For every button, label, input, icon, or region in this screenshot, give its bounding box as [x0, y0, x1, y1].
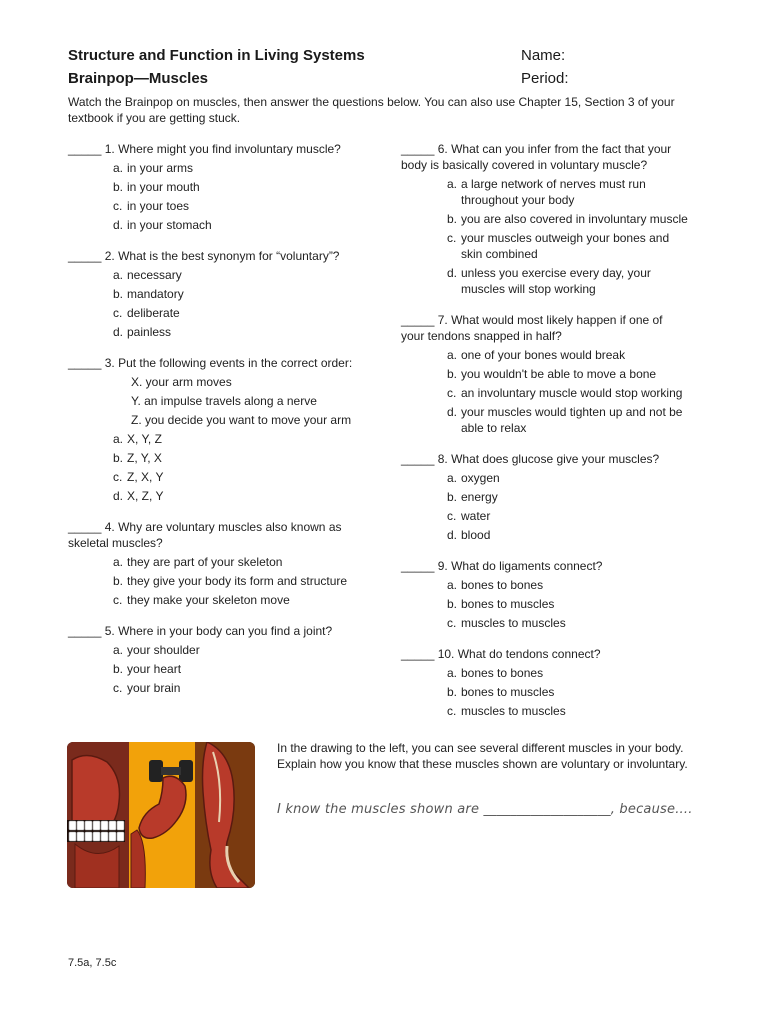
option-letter: b.: [113, 287, 124, 301]
question-block: [68, 519, 378, 608]
question-number: 8.: [434, 452, 452, 466]
answer-option[interactable]: [113, 267, 378, 283]
dumbbell: [149, 760, 163, 782]
answer-blank[interactable]: _____: [68, 142, 102, 156]
option-letter: a.: [447, 348, 458, 362]
option-letter: c.: [447, 509, 457, 523]
option-text: muscles to muscles: [461, 704, 566, 718]
answer-option[interactable]: [113, 160, 378, 176]
answer-option[interactable]: [447, 385, 721, 401]
answer-blank[interactable]: _____: [68, 249, 102, 263]
option-text-cont: throughout your body: [461, 193, 575, 207]
answer-option[interactable]: [113, 661, 378, 677]
question-block: [401, 451, 721, 543]
worksheet-title: Structure and Function in Living Systems: [68, 47, 365, 64]
question-text: What does glucose give your muscles?: [451, 452, 660, 466]
worksheet-subtitle: Brainpop—Muscles: [68, 70, 209, 87]
answer-option[interactable]: [113, 469, 378, 485]
order-event: Z. you decide you want to move your arm: [131, 413, 352, 427]
option-text: necessary: [127, 268, 182, 282]
option-text: in your arms: [127, 161, 194, 175]
option-letter: a.: [113, 161, 124, 175]
option-letter: b.: [447, 367, 458, 381]
answer-option[interactable]: [447, 508, 721, 524]
option-text: bones to muscles: [461, 597, 555, 611]
muscle-illustration: [67, 742, 255, 888]
option-text: muscles to muscles: [461, 616, 566, 630]
question-number: 3.: [101, 356, 119, 370]
option-text: energy: [461, 490, 498, 504]
option-letter: d.: [113, 489, 124, 503]
option-letter: c.: [113, 199, 123, 213]
question-block: [68, 355, 378, 504]
answer-blank[interactable]: _____: [401, 452, 435, 466]
option-text: painless: [127, 325, 172, 339]
question-stem: [68, 623, 378, 639]
answer-option[interactable]: [447, 211, 721, 227]
answer-blank[interactable]: _____: [401, 142, 435, 156]
question-text: Where in your body can you find a joint?: [118, 624, 333, 638]
answer-option[interactable]: [113, 680, 378, 696]
order-event: X. your arm moves: [131, 375, 232, 389]
option-letter: b.: [447, 597, 458, 611]
question-text: What do tendons connect?: [457, 647, 601, 661]
option-letter: a.: [447, 177, 458, 191]
option-text: in your mouth: [127, 180, 200, 194]
option-text: you wouldn't be able to move a bone: [461, 367, 657, 381]
question-number: 10.: [434, 647, 458, 661]
option-text: your muscles outweigh your bones and: [461, 231, 670, 245]
answer-option[interactable]: [113, 554, 378, 570]
option-letter: c.: [113, 681, 123, 695]
questions-left-column: [68, 141, 378, 696]
option-letter: a.: [113, 643, 124, 657]
option-letter: b.: [447, 490, 458, 504]
option-text: in your stomach: [127, 218, 212, 232]
question-stem: [401, 141, 721, 157]
instructions: Watch the Brainpop on muscles, then answer the questions below. You can also use Chapter 15, Section 3 of your textbook if you are getting stuck.: [68, 95, 675, 125]
question-text: What would most likely happen if one of: [451, 313, 663, 327]
option-text: bones to bones: [461, 578, 544, 592]
option-text: in your toes: [127, 199, 190, 213]
question-text: What is the best synonym for “voluntary”?: [118, 249, 340, 263]
option-text: an involuntary muscle would stop working: [461, 386, 683, 400]
answer-blank[interactable]: _____: [401, 559, 435, 573]
question-stem: [401, 312, 721, 328]
question-text: What do ligaments connect?: [451, 559, 603, 573]
answer-option[interactable]: [447, 703, 721, 719]
question-text: Why are voluntary muscles also known as: [118, 520, 342, 534]
answer-option[interactable]: [447, 176, 721, 208]
question-text: What can you infer from the fact that your: [451, 142, 672, 156]
option-letter: b.: [113, 451, 124, 465]
answer-option[interactable]: [113, 642, 378, 658]
option-text: oxygen: [461, 471, 500, 485]
question-stem: [68, 519, 378, 535]
standards-footer: 7.5a, 7.5c: [68, 957, 117, 969]
answer-option[interactable]: [447, 615, 721, 631]
question-number: 5.: [101, 624, 119, 638]
option-text: X, Y, Z: [127, 432, 162, 446]
answer-option[interactable]: [447, 470, 721, 486]
answer-blank[interactable]: _____: [68, 356, 102, 370]
option-text-cont: muscles will stop working: [461, 282, 596, 296]
option-letter: d.: [447, 528, 458, 542]
questions-right-column: [401, 141, 721, 719]
option-letter: d.: [447, 266, 458, 280]
option-text: unless you exercise every day, your: [461, 266, 651, 280]
option-text: deliberate: [127, 306, 180, 320]
answer-option[interactable]: [447, 230, 721, 262]
question-block: [401, 646, 721, 719]
question-stem: [401, 451, 721, 467]
question-text: Put the following events in the correct order:: [118, 356, 353, 370]
option-text: they give your body its form and structure: [127, 574, 348, 588]
option-text: they are part of your skeleton: [127, 555, 283, 569]
option-letter: b.: [113, 574, 124, 588]
question-number: 9.: [434, 559, 452, 573]
answer-option[interactable]: [113, 450, 378, 466]
answer-option[interactable]: [113, 217, 378, 233]
option-text: Z, X, Y: [127, 470, 164, 484]
option-letter: b.: [447, 685, 458, 699]
answer-option[interactable]: [113, 179, 378, 195]
question-block: [68, 248, 378, 340]
option-letter: a.: [113, 432, 124, 446]
muscle-drawing-svg: [67, 742, 255, 888]
option-letter: b.: [113, 662, 124, 676]
answer-blank[interactable]: _____: [401, 313, 435, 327]
option-text: bones to bones: [461, 666, 544, 680]
answer-option[interactable]: [113, 286, 378, 302]
option-letter: d.: [447, 405, 458, 419]
option-text: you are also covered in involuntary muscle: [461, 212, 688, 226]
option-text-cont: able to relax: [461, 421, 527, 435]
answer-option[interactable]: [447, 527, 721, 543]
option-text: your muscles would tighten up and not be: [461, 405, 683, 419]
question-text-cont: body is basically covered in voluntary muscle?: [401, 158, 648, 172]
period-label: Period:: [521, 70, 569, 87]
question-text: Where might you find involuntary muscle?: [118, 142, 341, 156]
answer-option[interactable]: [113, 592, 378, 608]
option-letter: d.: [113, 218, 124, 232]
answer-option[interactable]: [113, 305, 378, 321]
question-block: [68, 141, 378, 233]
option-text: your shoulder: [127, 643, 200, 657]
option-letter: d.: [113, 325, 124, 339]
option-letter: c.: [447, 704, 457, 718]
answer-option[interactable]: [113, 324, 378, 340]
answer-option[interactable]: [447, 684, 721, 700]
option-letter: a.: [447, 578, 458, 592]
option-letter: a.: [113, 555, 124, 569]
answer-option[interactable]: [447, 404, 721, 436]
option-text: X, Z, Y: [127, 489, 164, 503]
option-letter: c.: [447, 386, 457, 400]
answer-blank[interactable]: _____: [68, 520, 102, 534]
option-text: your heart: [127, 662, 182, 676]
option-text: bones to muscles: [461, 685, 555, 699]
option-letter: c.: [113, 593, 123, 607]
answer-option[interactable]: [113, 573, 378, 589]
option-letter: c.: [447, 616, 457, 630]
option-text-cont: skin combined: [461, 247, 538, 261]
question-text-cont: skeletal muscles?: [68, 536, 163, 550]
question-number: 4.: [101, 520, 119, 534]
answer-option[interactable]: [113, 198, 378, 214]
option-text: water: [461, 509, 491, 523]
answer-option[interactable]: [113, 488, 378, 504]
option-text: mandatory: [127, 287, 184, 301]
option-letter: c.: [113, 306, 123, 320]
answer-blank[interactable]: _____: [401, 647, 435, 661]
option-letter: c.: [113, 470, 123, 484]
answer-option[interactable]: [447, 265, 721, 297]
drawing-prompt: In the drawing to the left, you can see several different muscles in your body. Explain how you know that these muscles shown are voluntary or involuntary.: [277, 741, 688, 771]
option-text: your brain: [127, 681, 181, 695]
question-stem: [68, 355, 378, 371]
option-text: Z, Y, X: [127, 451, 162, 465]
question-stem: [68, 141, 378, 157]
question-text-cont: your tendons snapped in half?: [401, 329, 562, 343]
option-letter: c.: [447, 231, 457, 245]
option-letter: a.: [447, 471, 458, 485]
option-letter: b.: [447, 212, 458, 226]
answer-option[interactable]: [447, 489, 721, 505]
answer-stem[interactable]: I know the muscles shown are ___________________, because....: [277, 802, 693, 817]
question-number: 7.: [434, 313, 452, 327]
option-text: they make your skeleton move: [127, 593, 290, 607]
answer-option[interactable]: [447, 596, 721, 612]
question-block: [68, 623, 378, 696]
question-block: [401, 558, 721, 631]
answer-option[interactable]: [447, 347, 721, 363]
option-text: a large network of nerves must run: [461, 177, 646, 191]
question-number: 6.: [434, 142, 452, 156]
option-letter: a.: [447, 666, 458, 680]
question-block: [401, 141, 721, 297]
option-text: blood: [461, 528, 491, 542]
answer-blank[interactable]: _____: [68, 624, 102, 638]
question-stem: [68, 248, 378, 264]
order-event: Y. an impulse travels along a nerve: [131, 394, 317, 408]
question-stem: [401, 558, 721, 574]
question-stem: [401, 646, 721, 662]
option-letter: b.: [113, 180, 124, 194]
question-number: 2.: [101, 249, 119, 263]
answer-option[interactable]: [447, 366, 721, 382]
answer-option[interactable]: [113, 431, 378, 447]
question-number: 1.: [101, 142, 119, 156]
answer-option[interactable]: [447, 665, 721, 681]
question-block: [401, 312, 721, 436]
name-label: Name:: [521, 47, 566, 64]
answer-option[interactable]: [447, 577, 721, 593]
option-text: one of your bones would break: [461, 348, 626, 362]
option-letter: a.: [113, 268, 124, 282]
